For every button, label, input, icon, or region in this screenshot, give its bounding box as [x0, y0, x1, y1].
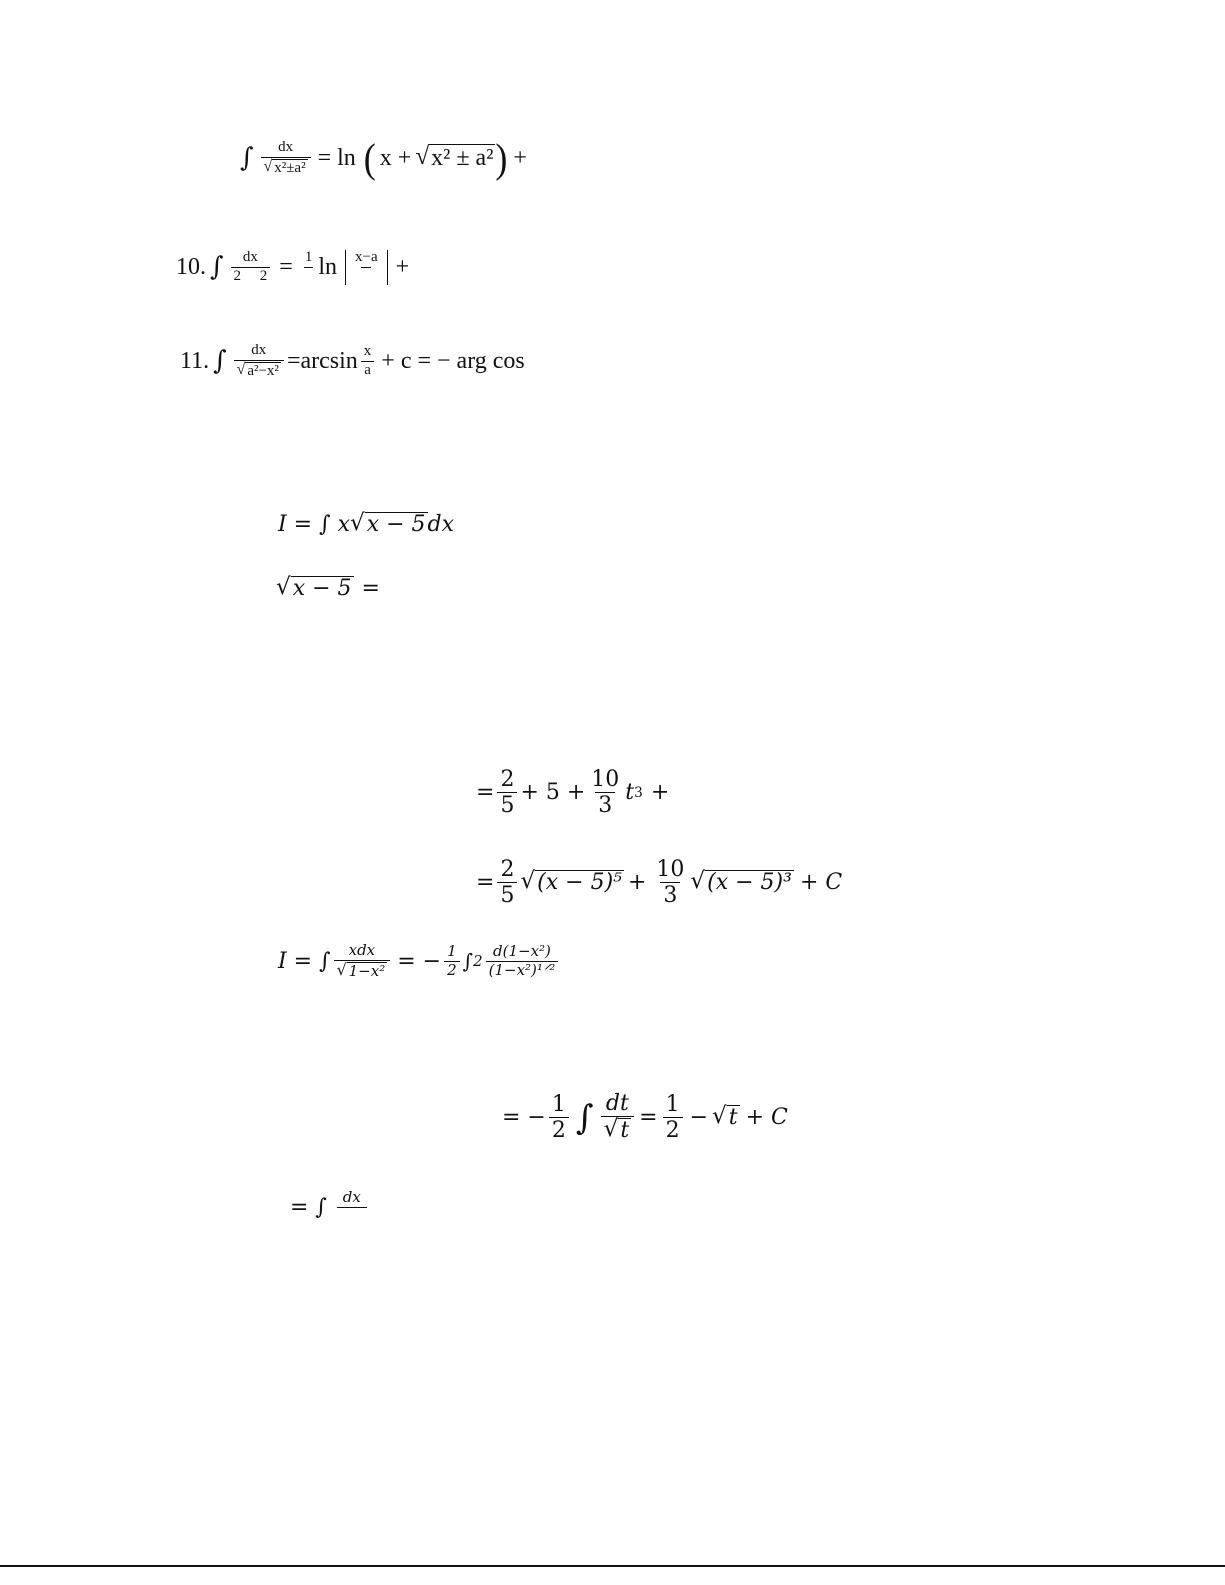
numerator: 1 [551, 1092, 566, 1118]
numerator: dt [605, 1091, 629, 1116]
lhs: = ∫ [290, 1194, 327, 1220]
tail: + [513, 144, 527, 171]
denominator [337, 1207, 367, 1225]
tail: + [650, 780, 670, 806]
denominator [361, 267, 371, 285]
numerator: 1 [447, 941, 457, 960]
tail: dx [427, 512, 455, 538]
middle-term: + 5 + [520, 780, 586, 806]
numerator: 10 [656, 857, 685, 882]
radical: √ t [712, 1103, 738, 1131]
numerator: xdx [348, 941, 376, 959]
numerator: dx [242, 249, 258, 265]
equation-I-definition [278, 512, 454, 537]
equation-number: 10. [176, 253, 206, 280]
fraction [601, 1092, 635, 1143]
fraction [352, 250, 381, 285]
equation-number: 11. [180, 347, 210, 374]
denominator: 3 [660, 882, 680, 907]
middle: = − [397, 948, 442, 974]
fraction [663, 1093, 683, 1142]
lhs: I = ∫ x [278, 512, 350, 538]
denominator: (1−x²)¹ᐟ² [486, 961, 559, 979]
numerator: x−a [355, 249, 378, 265]
equation-partial [290, 1190, 370, 1225]
equals: = [279, 253, 293, 280]
numerator: dx [278, 139, 294, 155]
fraction [361, 344, 375, 379]
tail: + C [799, 870, 843, 896]
numerator: d(1−x²) [493, 941, 551, 960]
radicand: 1−x² [348, 961, 386, 980]
numerator: x [363, 342, 372, 359]
equation-10 [176, 250, 409, 285]
paren-close: ) [495, 135, 508, 182]
fraction [497, 768, 517, 817]
denominator: 2 [549, 1117, 569, 1142]
numerator: dx [342, 1188, 361, 1206]
integral-sign: ∫ [575, 1097, 594, 1138]
tail: = [361, 576, 380, 602]
fraction [444, 941, 460, 979]
denominator: 2 [663, 1117, 683, 1142]
denominator: 2 [444, 961, 460, 979]
lhs: I = ∫ [278, 948, 331, 974]
integral-sign: ∫ [462, 949, 474, 974]
radical: √ x²±a² [263, 157, 306, 176]
equation-integral-ln [236, 135, 527, 182]
radicand: (x − 5)⁵ [537, 870, 622, 895]
denominator [304, 267, 314, 285]
numerator: 10 [591, 767, 620, 792]
tail: + [395, 253, 410, 280]
radical: √ t [603, 1116, 630, 1144]
denominator: 3 [595, 792, 615, 817]
equation-11 [180, 343, 525, 379]
coefficient [302, 250, 316, 285]
radicand: t [620, 1118, 630, 1144]
fraction [486, 941, 559, 979]
radical: √ a²−x² [236, 360, 279, 379]
radical: √ 1−x² [336, 959, 386, 980]
variable-t: t [625, 780, 635, 806]
equation-result-x [476, 858, 842, 907]
numerator: 1 [665, 1092, 680, 1118]
plus: + [627, 870, 647, 896]
equation-I-second: I = ∫ xdx √ 1−x² = − $\frac{1}{2}$ ∫ 2 $\frac{\text{d(1−x²)}}{\text{(1−x²)¹ᐟ²}}$ [278, 943, 561, 979]
fraction [334, 943, 391, 979]
denominator: 2 2 [231, 267, 271, 285]
equals: = − [502, 1105, 546, 1131]
fraction [337, 1190, 367, 1225]
fraction [231, 250, 271, 285]
radicand: (x − 5)³ [707, 870, 792, 895]
fraction [588, 768, 622, 817]
radicand: x² ± a² [431, 145, 494, 172]
minus: − [689, 1105, 709, 1131]
fraction [234, 343, 284, 379]
equation-result-t: = $\frac{2}{5}$ + 5 + $\frac{10}{3}$ t 3 + [476, 767, 670, 819]
absolute-value [345, 250, 388, 285]
denominator [334, 960, 391, 980]
radical: √ x − 5 [349, 510, 426, 537]
paren-open: ( [363, 135, 376, 182]
radicand: x²±a² [274, 159, 306, 176]
equals: = [476, 870, 495, 896]
fraction [653, 858, 687, 907]
radical: √ (x − 5)³ [690, 868, 792, 895]
numerator: 2 [500, 767, 515, 792]
radicand: a²−x² [247, 362, 279, 379]
equals: = [476, 780, 495, 806]
integral-sign: ∫ [210, 252, 224, 283]
denominator [601, 1116, 635, 1143]
numerator: 1 [304, 249, 313, 265]
fraction [549, 1093, 569, 1142]
page-bottom-rule [0, 1565, 1225, 1567]
denominator: a [361, 361, 374, 379]
tail: + c = − arg cos [381, 347, 525, 374]
equation-substitution [276, 576, 380, 601]
rhs-ln: = ln [317, 144, 356, 171]
radical: √ (x − 5)⁵ [520, 868, 622, 895]
equation-final [502, 1092, 788, 1143]
denominator: 5 [497, 882, 517, 907]
ln: ln [318, 253, 338, 280]
equals: = [639, 1105, 658, 1131]
denominator: 5 [497, 792, 517, 817]
numerator: dx [251, 342, 267, 358]
denominator [261, 157, 311, 177]
radical: √ x² ± a² [415, 143, 494, 172]
denominator [234, 360, 284, 380]
tail: + C [745, 1105, 788, 1131]
radical: √ x − 5 [276, 574, 352, 601]
x-plus: x + [379, 144, 412, 171]
numerator: 2 [500, 857, 515, 882]
fraction [497, 858, 517, 907]
integral-sign: ∫ [213, 346, 227, 377]
arcsin: =arcsin [286, 347, 358, 374]
radicand: x − 5 [292, 576, 352, 601]
radicand: x − 5 [366, 512, 426, 537]
fraction [261, 140, 311, 176]
integral-sign: ∫ [240, 143, 254, 174]
radicand: t [728, 1105, 738, 1131]
